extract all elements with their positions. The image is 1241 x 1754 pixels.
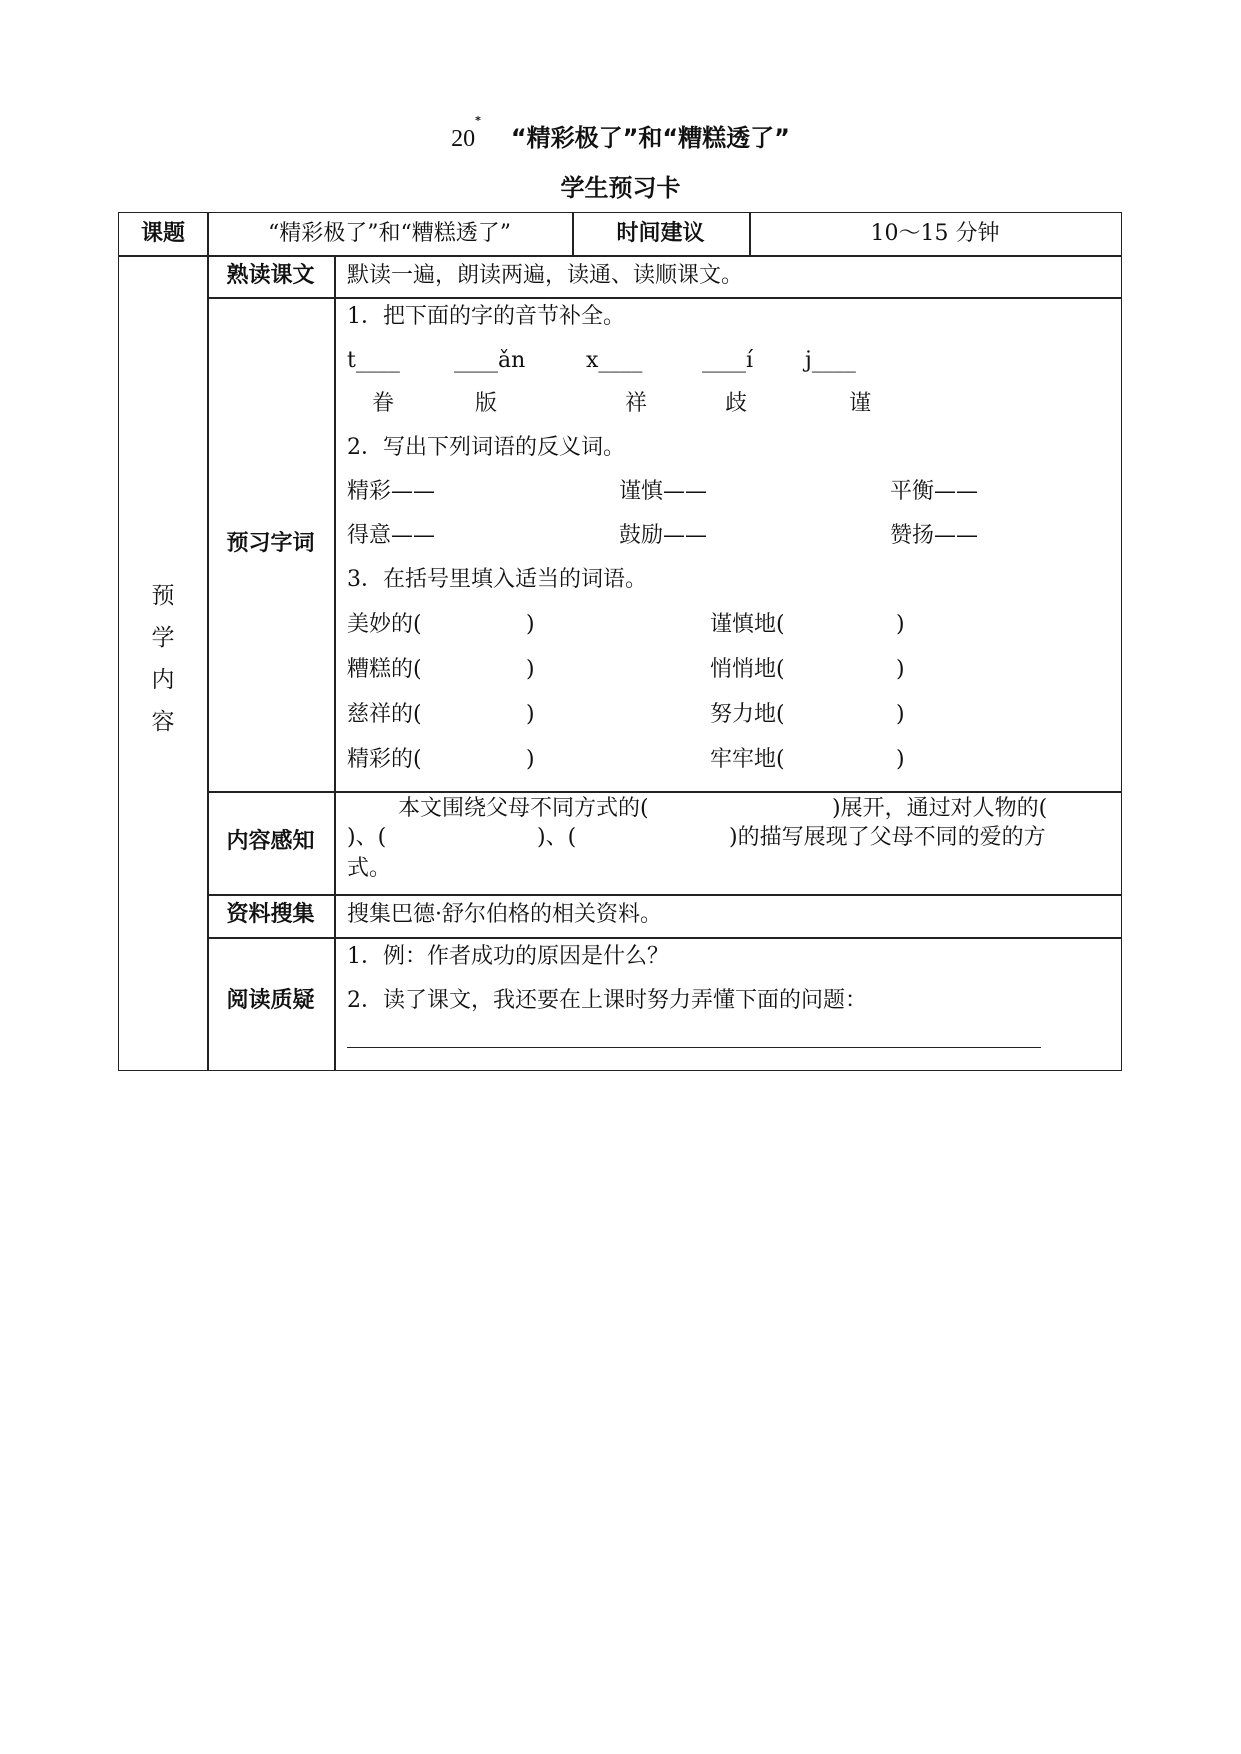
lesson-number: 20	[451, 126, 476, 152]
topic-value: “精彩极了”和“糟糕透了”	[268, 221, 511, 246]
lesson-mark: *	[475, 114, 481, 127]
lesson-title: “精彩极了”和“糟糕透了”	[510, 124, 790, 152]
preview-card-table	[118, 212, 1122, 1071]
fill-close-paren: )	[526, 657, 535, 682]
fill-right-item: 悄悄地(	[710, 657, 785, 682]
pinyin-char: 祥	[625, 391, 648, 416]
pinyin-char: 谨	[849, 391, 872, 416]
lesson-heading	[0, 114, 1241, 153]
content-line1b: )展开，通过对人物的(	[832, 796, 1048, 821]
preview-q1: 1．把下面的字的音节补全。	[347, 304, 625, 329]
reading-label: 熟读课文	[226, 263, 315, 288]
content-line2b: )、(	[537, 825, 577, 850]
time-label: 时间建议	[616, 221, 705, 246]
fill-close-paren: )	[526, 612, 535, 637]
content-line2c: )的描写展现了父母不同的爱的方	[729, 825, 1046, 850]
fill-close-paren: )	[896, 612, 905, 637]
fill-left-item: 美妙的(	[347, 612, 422, 637]
pinyin-blank[interactable]: x____	[586, 348, 643, 373]
antonym-item: 赞扬——	[890, 523, 979, 548]
fill-close-paren: )	[526, 702, 535, 727]
antonym-item: 谨慎——	[619, 479, 708, 504]
preview-q2: 2．写出下列词语的反义词。	[347, 435, 625, 460]
pinyin-blank[interactable]: ____ǎn	[454, 348, 526, 373]
fill-left-item: 慈祥的(	[347, 702, 422, 727]
fill-right-item: 努力地(	[710, 702, 785, 727]
fill-left-item: 糟糕的(	[347, 657, 422, 682]
materials-text: 搜集巴德·舒尔伯格的相关资料。	[347, 902, 662, 927]
side-label	[119, 575, 207, 743]
questions-q1: 1．例：作者成功的原因是什么？	[347, 944, 669, 969]
antonym-item: 鼓励——	[619, 523, 708, 548]
pinyin-char: 歧	[725, 391, 748, 416]
fill-right-item: 谨慎地(	[710, 612, 785, 637]
fill-right-item: 牢牢地(	[710, 747, 785, 772]
antonym-item: 得意——	[347, 523, 436, 548]
antonym-item: 平衡——	[890, 479, 979, 504]
topic-label: 课题	[140, 221, 185, 246]
fill-close-paren: )	[896, 657, 905, 682]
fill-close-paren: )	[896, 702, 905, 727]
antonym-item: 精彩——	[347, 479, 436, 504]
reading-text: 默读一遍，朗读两遍，读通、读顺课文。	[347, 263, 744, 288]
side-label-char: 学	[151, 625, 175, 651]
time-value: 10～15 分钟	[870, 221, 1000, 246]
pinyin-char: 版	[475, 391, 498, 416]
side-label-char: 内	[151, 667, 175, 693]
pinyin-char: 眷	[372, 391, 395, 416]
fill-close-paren: )	[526, 747, 535, 772]
content-label: 内容感知	[226, 829, 315, 854]
fill-close-paren: )	[896, 747, 905, 772]
content-line1a: 本文围绕父母不同方式的(	[398, 796, 649, 821]
questions-q2: 2．读了课文，我还要在上课时努力弄懂下面的问题：	[347, 988, 867, 1013]
side-label-char: 预	[151, 583, 175, 609]
materials-label: 资料搜集	[226, 902, 315, 927]
pinyin-blank[interactable]: ____í	[702, 348, 754, 373]
card-title: 学生预习卡	[560, 174, 681, 202]
pinyin-blank[interactable]: t____	[347, 348, 400, 373]
pinyin-blank[interactable]: j____	[805, 348, 856, 373]
content-line3: 式。	[347, 856, 392, 881]
answer-line[interactable]	[347, 1047, 1041, 1048]
fill-left-item: 精彩的(	[347, 747, 422, 772]
questions-label: 阅读质疑	[226, 988, 315, 1013]
preview-q3: 3．在括号里填入适当的词语。	[347, 567, 647, 592]
preview-label: 预习字词	[226, 531, 315, 556]
content-line2a: )、(	[347, 825, 387, 850]
side-label-char: 容	[151, 709, 175, 735]
